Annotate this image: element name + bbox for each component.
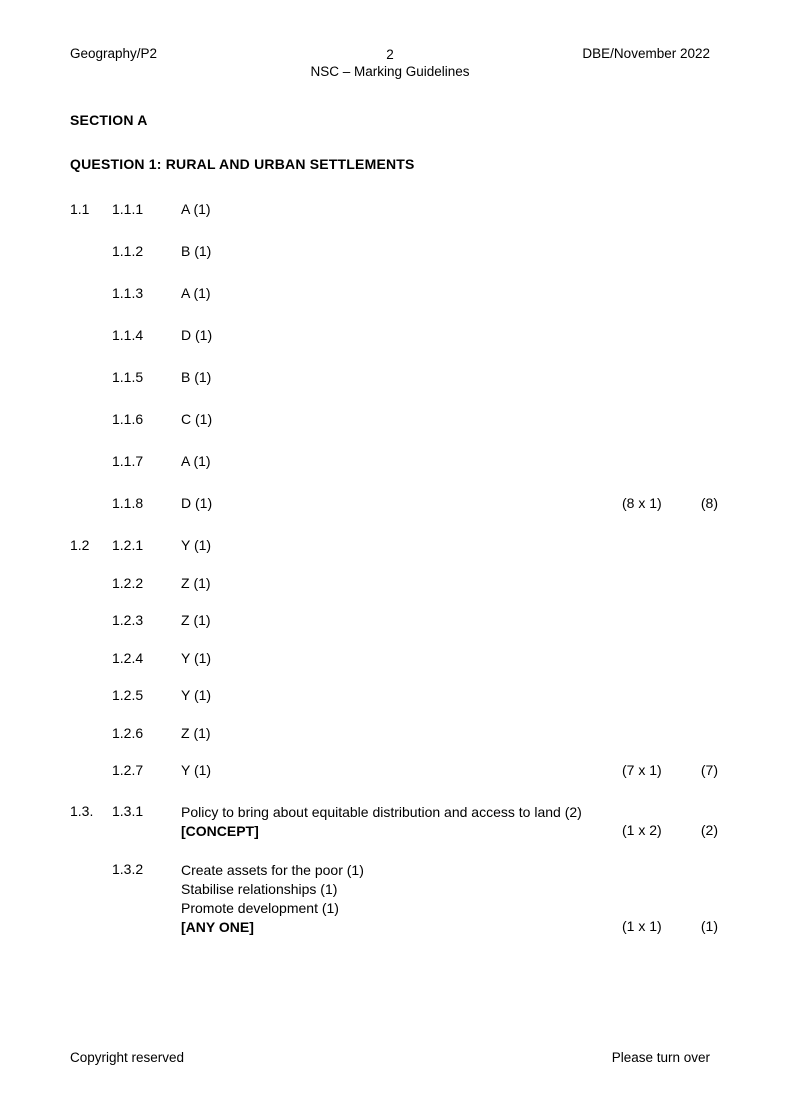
- answer-row: [70, 575, 718, 613]
- answer-row: [70, 725, 718, 763]
- header-exam-session: DBE/November 2022: [582, 46, 710, 61]
- answer-text: Y (1): [181, 649, 212, 666]
- answer-text: A (1): [181, 285, 211, 301]
- answer-row: [70, 762, 718, 800]
- answer-text: A (1): [181, 453, 211, 469]
- answer-row: [70, 687, 718, 725]
- marks-spacer: [622, 803, 684, 822]
- sub-question-number: 1.1.2: [112, 243, 144, 259]
- answer-text: A (1): [181, 201, 211, 217]
- answer-row: [70, 201, 718, 243]
- marks-calculation-group: [622, 803, 684, 838]
- sub-question-number: 1.1.5: [112, 369, 144, 385]
- answer-block-1-2: [70, 537, 718, 800]
- sub-question-number: 1.1.6: [112, 411, 144, 427]
- marks-total: (7): [700, 762, 718, 778]
- sub-question-number: 1.1.7: [112, 453, 144, 469]
- marks-spacer: [622, 880, 684, 899]
- document-body: [70, 112, 718, 937]
- answer-text-group: [181, 861, 622, 937]
- answer-text: Y (1): [181, 762, 212, 778]
- answer-row: [70, 411, 718, 453]
- marks-spacer: [684, 880, 718, 899]
- answer-row: [70, 243, 718, 285]
- answer-row: [70, 453, 718, 495]
- marks-total-group: [684, 803, 718, 838]
- sub-question-number: 1.1.4: [112, 327, 144, 343]
- answer-line: Create assets for the poor (1): [181, 861, 364, 878]
- answer-row: [70, 369, 718, 411]
- sub-question-number: 1.3.2: [112, 860, 144, 877]
- marks-spacer: [684, 861, 718, 880]
- answer-text: Z (1): [181, 612, 211, 628]
- sub-question-number: 1.1.8: [112, 495, 144, 511]
- answer-text: Z (1): [181, 724, 211, 741]
- sub-question-number: 1.1.3: [112, 285, 144, 301]
- sub-question-number: 1.2.1: [112, 537, 144, 553]
- marks-calculation: (7 x 1): [622, 762, 662, 778]
- block-spacer: [70, 841, 718, 861]
- answer-line: Policy to bring about equitable distribution and access to land (2): [181, 803, 582, 820]
- answer-text: Z (1): [181, 574, 211, 591]
- answer-text-group: [181, 803, 622, 841]
- question-number-1-2: 1.2: [70, 537, 90, 553]
- answer-line: Stabilise relationships (1): [181, 880, 338, 897]
- answer-text: Y (1): [181, 687, 212, 703]
- sub-question-number: 1.3.1: [112, 802, 144, 819]
- sub-question-number: 1.2.6: [112, 724, 144, 741]
- answer-text: B (1): [181, 243, 212, 259]
- marks-spacer: [622, 899, 684, 918]
- sub-question-number: 1.2.5: [112, 687, 144, 703]
- answer-text: C (1): [181, 411, 213, 427]
- marks-spacer: [684, 803, 718, 822]
- answer-text: D (1): [181, 495, 213, 511]
- marks-total-group: [684, 861, 718, 934]
- marks-spacer: [684, 899, 718, 918]
- answer-line: Promote development (1): [181, 899, 339, 916]
- answer-text: D (1): [181, 327, 213, 343]
- header-document-kind: NSC – Marking Guidelines: [310, 64, 470, 79]
- answer-row: [70, 650, 718, 688]
- sub-question-number: 1.2.4: [112, 649, 144, 666]
- footer-copyright: Copyright reserved: [70, 1050, 185, 1065]
- answer-row: [70, 327, 718, 369]
- answer-block-1-3: [70, 803, 718, 937]
- sub-question-number: 1.2.2: [112, 574, 144, 591]
- answer-row: [70, 612, 718, 650]
- marks-total: (1): [700, 917, 718, 934]
- answer-instruction: [ANY ONE]: [181, 918, 254, 935]
- marks-calculation-group: [622, 861, 684, 934]
- marks-calculation: (1 x 2): [622, 821, 662, 838]
- page-header: [70, 46, 710, 90]
- answer-instruction: [CONCEPT]: [181, 822, 259, 839]
- marks-calculation: (1 x 1): [622, 917, 662, 934]
- footer-turn-over: Please turn over: [611, 1050, 710, 1065]
- answer-row: [70, 803, 718, 841]
- header-subject: Geography/P2: [70, 46, 158, 61]
- answer-text: Y (1): [181, 537, 212, 553]
- marks-total: (2): [700, 821, 718, 838]
- sub-question-number: 1.2.7: [112, 762, 144, 778]
- question-heading: QUESTION 1: RURAL AND URBAN SETTLEMENTS: [70, 156, 415, 172]
- section-label: SECTION A: [70, 112, 148, 128]
- answer-block-1-1: [70, 201, 718, 537]
- question-number-1-1: 1.1: [70, 201, 90, 217]
- answer-text: B (1): [181, 369, 212, 385]
- sub-question-number: 1.2.3: [112, 612, 144, 628]
- question-number-1-3: 1.3.: [70, 802, 94, 819]
- header-page-number: 2: [386, 47, 394, 62]
- answer-row: [70, 285, 718, 327]
- answer-row: [70, 495, 718, 537]
- answer-row: [70, 537, 718, 575]
- answer-row: [70, 861, 718, 937]
- marks-total: (8): [700, 495, 718, 511]
- marks-calculation: (8 x 1): [622, 495, 662, 511]
- marks-spacer: [622, 861, 684, 880]
- sub-question-number: 1.1.1: [112, 201, 144, 217]
